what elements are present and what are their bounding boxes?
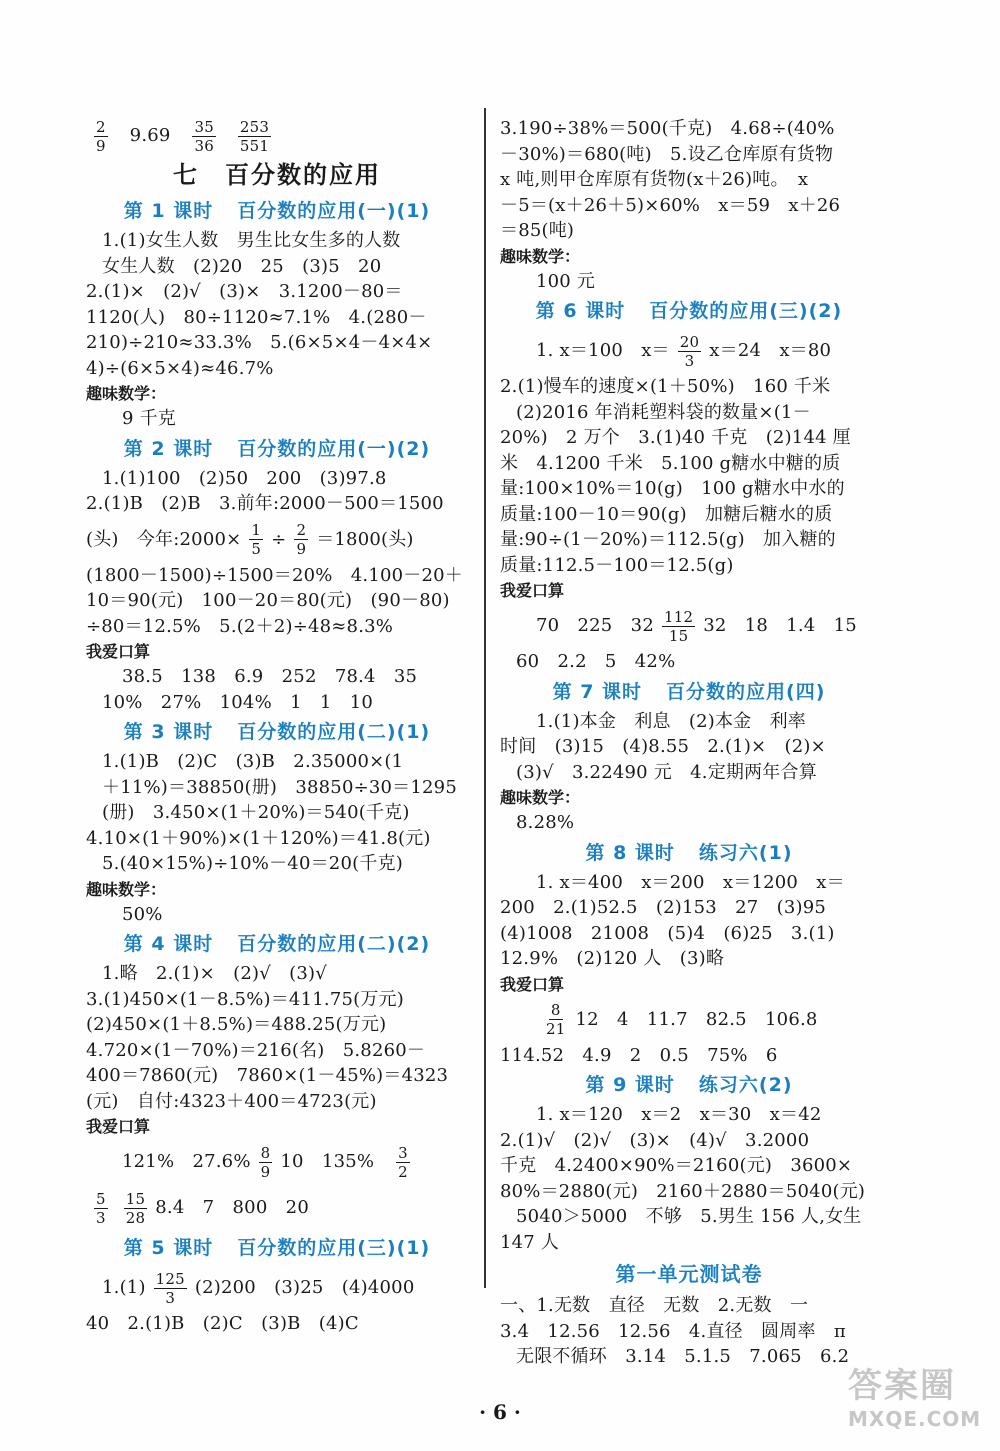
oral-answer-line: 38.5 138 6.9 252 78.4 35: [122, 666, 418, 687]
oral-answer-line: $\frac{8}{21}$ 12 4 11.7 82.5 106.8: [546, 1001, 818, 1038]
answer-line: ＝85(吨): [500, 220, 575, 241]
section-heading: 第 3 课时 百分数的应用(二)(1): [123, 721, 431, 743]
answer-line: 3.(1)450×(1－8.5%)＝411.75(万元): [86, 988, 404, 1010]
answer-line: 量:100×10%＝10(g) 100 g糖水中水的: [500, 478, 845, 499]
answer-line: (3)√ 3.22490 元 4.定期两年合算: [516, 761, 817, 783]
answer-line: 千克 4.2400×90%＝2160(元) 3600×: [500, 1155, 853, 1176]
section-heading: 第 7 课时 百分数的应用(四): [552, 680, 826, 703]
fun-math-answer: 8.28%: [516, 812, 575, 833]
answer-line: (2)450×(1＋8.5%)＝488.25(万元): [86, 1014, 387, 1035]
top-fraction-row: $\frac{2}{9}$ 9.69 $\frac{35}{36}$ $\frac{253}{551}$: [96, 117, 270, 155]
answer-line: 4.10×(1＋90%)×(1＋120%)＝41.8(元): [86, 827, 431, 849]
fraction: $\frac{2}{9}$: [96, 117, 106, 155]
answer-line: 200 2.(1)52.5 (2)153 27 (3)95: [500, 897, 827, 918]
oral-answer-line: 121% 27.6% $\frac{8}{9}$ 10 135% $\frac{3}{2}$: [122, 1143, 408, 1181]
answer-line: 40 2.(1)B (2)C (3)B (4)C: [86, 1313, 359, 1334]
oral-math-label: 我爱口算: [500, 974, 565, 994]
answer-line: 1. x＝120 x＝2 x＝30 x＝42: [536, 1104, 822, 1125]
answer-line: 1.(1)本金 利息 (2)本金 利率: [536, 710, 806, 732]
answer-line: (1800－1500)÷1500＝20% 4.100－20＋: [86, 564, 463, 586]
answer-line: 3.4 12.56 12.56 4.直径 圆周率 π: [500, 1320, 846, 1342]
oral-answer-line: 114.52 4.9 2 0.5 75% 6: [500, 1044, 778, 1066]
answer-line: 1. x＝100 x＝ $\frac{20}{3}$ x＝24 x＝80: [536, 332, 832, 370]
answer-line: 1.(1) $\frac{125}{3}$ (2)200 (3)25 (4)4000: [102, 1269, 415, 1307]
answer-line: 1.(1)100 (2)50 200 (3)97.8: [102, 467, 387, 489]
column-divider: [484, 108, 486, 1288]
fraction: $\frac{15}{28}$: [125, 1189, 146, 1227]
answer-line: 1.(1)女生人数 男生比女生多的人数: [102, 230, 401, 251]
section-heading: 第 5 课时 百分数的应用(三)(1): [123, 1237, 431, 1259]
answer-line: 质量:100－10＝90(g) 加糖后糖水的质: [500, 503, 833, 525]
oral-answer-line: 60 2.2 5 42%: [516, 651, 676, 672]
fraction: $\frac{253}{551}$: [239, 117, 270, 155]
answer-line: 3.190÷38%＝500(千克) 4.68÷(40%: [500, 118, 835, 139]
fraction: $\frac{125}{3}$: [155, 1269, 185, 1307]
section-heading: 第 8 课时 练习六(1): [585, 841, 793, 864]
answer-line: 4.720×(1－70%)＝216(名) 5.8260－: [86, 1039, 426, 1061]
answer-line: 1120(人) 80÷1120≈7.1% 4.(280－: [86, 306, 427, 328]
answer-line: 12.9% (2)120 人 (3)略: [500, 948, 725, 969]
page-number: · 6 ·: [479, 1400, 521, 1424]
answer-line: 质量:112.5－100＝12.5(g): [500, 554, 734, 576]
watermark-text: 答案圈: [848, 1366, 956, 1406]
fun-math-label: 趣味数学：: [86, 879, 167, 899]
answer-line: ÷80＝12.5% 5.(2＋2)÷48≈8.3%: [86, 615, 394, 637]
unit-test-title: 第一单元测试卷: [615, 1262, 763, 1286]
answer-line: 20%) 2 万个 3.(1)40 千克 (2)144 厘: [500, 427, 851, 448]
fraction: $\frac{5}{3}$: [96, 1189, 106, 1227]
section-heading: 第 9 课时 练习六(2): [585, 1074, 793, 1096]
fun-math-label: 趣味数学：: [500, 246, 581, 266]
fun-math-answer: 100 元: [536, 270, 596, 292]
oral-math-label: 我爱口算: [86, 642, 151, 661]
answer-line: 2.(1)√ (2)√ (3)× (4)√ 3.2000: [500, 1129, 810, 1151]
answer-line: 2.(1)B (2)B 3.前年:2000－500＝1500: [86, 493, 444, 514]
oral-answer-line: 10% 27% 104% 1 1 10: [102, 691, 374, 713]
fraction: $\frac{1}{5}$: [251, 521, 262, 558]
answer-line: (册) 3.450×(1＋20%)＝540(千克): [102, 802, 410, 823]
answer-line: 女生人数 (2)20 25 (3)5 20: [102, 255, 382, 277]
fun-math-answer: 50%: [122, 903, 163, 925]
answer-line: (4)1008 21008 (5)4 (6)25 3.(1): [500, 922, 835, 944]
answer-line: 米 4.1200 千米 5.100 g糖水中糖的质: [500, 452, 841, 474]
answer-line: 10＝90(元) 100－20＝80(元) (90－80): [86, 590, 450, 611]
answer-line: 4)÷(6×5×4)≈46.7%: [86, 357, 274, 379]
answer-line: 时间 (3)15 (4)8.55 2.(1)× (2)×: [500, 736, 826, 757]
chapter-title: 七 百分数的应用: [173, 161, 381, 189]
answer-line: (元) 自付:4323＋400＝4723(元): [86, 1090, 377, 1112]
answer-line: －5＝(x＋26＋5)×60% x＝59 x＋26: [500, 194, 841, 216]
answer-line: 2.(1)慢车的速度×(1＋50%) 160 千米: [500, 376, 831, 397]
fraction: $\frac{112}{15}$: [663, 607, 694, 645]
fraction: $\frac{3}{2}$: [398, 1143, 408, 1181]
section-heading: 第 6 课时 百分数的应用(三)(2): [535, 300, 843, 322]
section-heading: 第 2 课时 百分数的应用(一)(2): [123, 437, 431, 460]
answer-line: (头) 今年:2000× $\frac{1}{5}$ ÷ $\frac{2}{9}$ ＝1800(头): [86, 521, 414, 558]
fraction: $\frac{35}{36}$: [194, 117, 214, 155]
section-heading: 第 4 课时 百分数的应用(二)(2): [123, 933, 431, 955]
oral-answer-line: 70 225 32 $\frac{112}{15}$ 32 18 1.4 15: [536, 607, 857, 645]
answer-line: 1. x＝400 x＝200 x＝1200 x＝: [536, 871, 845, 893]
answer-line: －30%)＝680(吨) 5.设乙仓库原有货物: [500, 143, 834, 165]
answer-line: 210)÷210≈33.3% 5.(6×5×4－4×4×: [86, 332, 433, 353]
answer-line: 无限不循环 3.14 5.1.5 7.065 6.2: [516, 1346, 850, 1367]
answer-line: ＋11%)＝38850(册) 38850÷30＝1295: [102, 776, 457, 798]
fraction: $\frac{2}{9}$: [296, 521, 307, 558]
answer-line: 5040＞5000 不够 5.男生 156 人,女生: [516, 1206, 862, 1227]
fun-math-label: 趣味数学：: [500, 788, 581, 807]
answer-line: 147 人: [500, 1231, 560, 1253]
right-column: [500, 116, 878, 1370]
oral-answer-line: $\frac{5}{3}$ $\frac{15}{28}$ 8.4 7 800 20: [96, 1189, 309, 1227]
watermark-url: MXQE.COM: [848, 1407, 982, 1431]
fraction: $\frac{8}{21}$: [546, 1001, 566, 1038]
answer-line: 量:90÷(1－20%)＝112.5(g) 加入糖的: [500, 529, 836, 550]
answer-line: 80%＝2880(元) 2160＋2880＝5040(元): [500, 1180, 866, 1202]
watermark-logo: [848, 1358, 988, 1438]
answer-line: 5.(40×15%)÷10%－40＝20(千克): [102, 853, 403, 874]
fraction: $\frac{20}{3}$: [679, 332, 700, 370]
answer-line: 一、1.无数 直径 无数 2.无数 一: [500, 1295, 809, 1316]
answer-line: 1.略 2.(1)× (2)√ (3)√: [102, 963, 327, 984]
fun-math-answer: 9 千克: [122, 408, 176, 429]
oral-math-label: 我爱口算: [500, 581, 565, 600]
answer-line: 400＝7860(元) 7860×(1－45%)＝4323: [86, 1065, 449, 1086]
left-column: [86, 112, 468, 1337]
fraction: $\frac{8}{9}$: [260, 1143, 271, 1181]
section-heading: 第 1 课时 百分数的应用(一)(1): [123, 200, 431, 222]
answer-line: (2)2016 年消耗塑料袋的数量×(1－: [516, 401, 811, 423]
answer-line: 1.(1)B (2)C (3)B 2.35000×(1: [102, 751, 404, 772]
answer-line: x 吨,则甲仓库原有货物(x＋26)吨。 x: [500, 169, 809, 190]
fun-math-label: 趣味数学：: [86, 384, 167, 403]
answer-line: 2.(1)× (2)√ (3)× 3.1200－80＝: [86, 281, 403, 302]
oral-math-label: 我爱口算: [86, 1117, 151, 1136]
